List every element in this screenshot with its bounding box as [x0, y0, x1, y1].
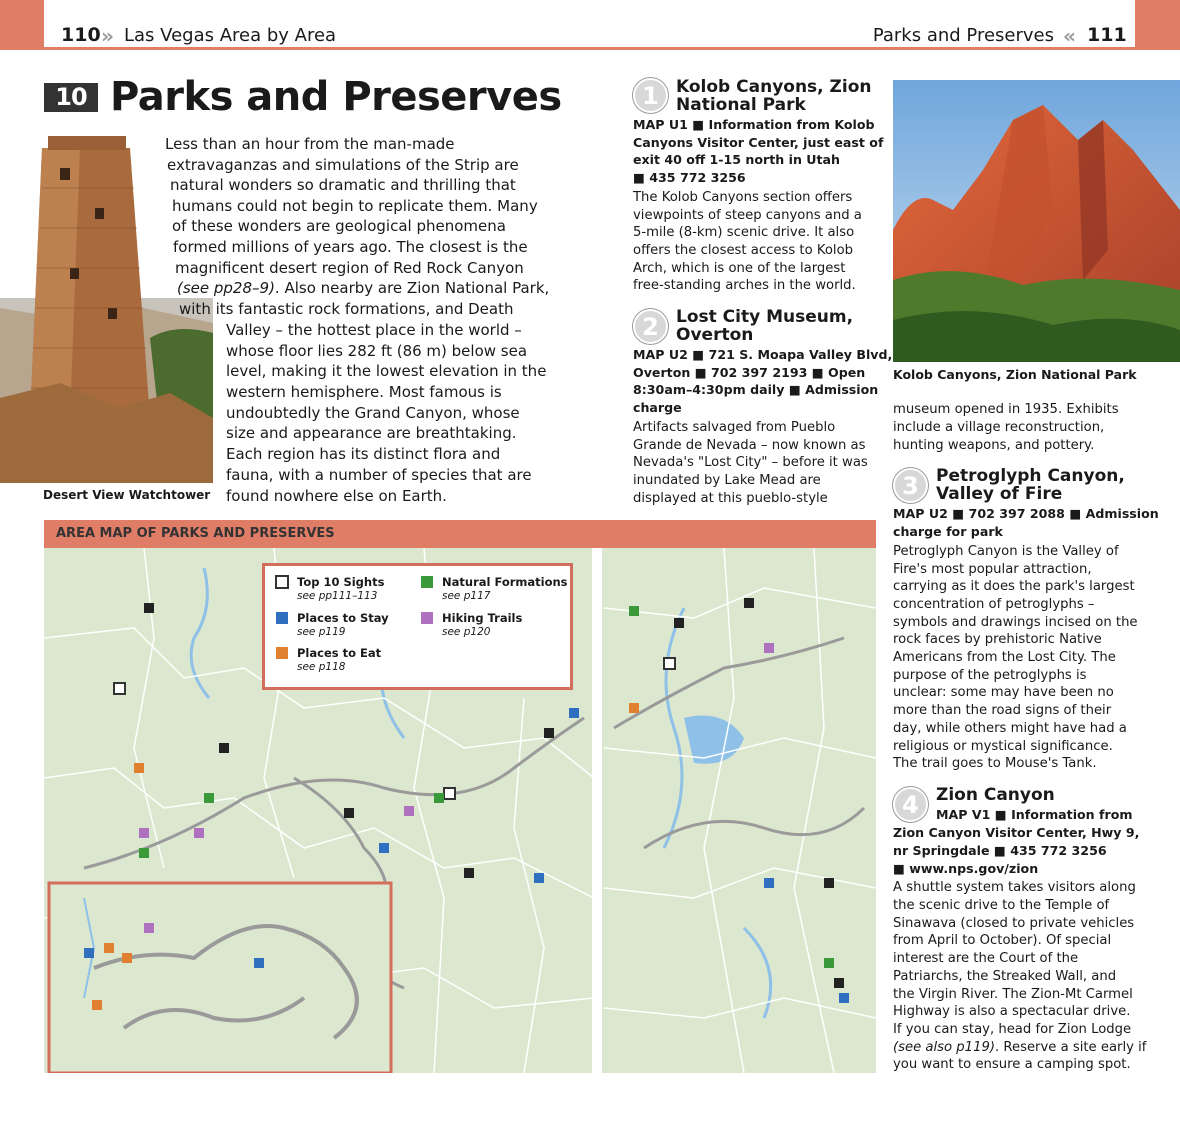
top-10-badge: 10 [44, 83, 98, 112]
kolob-canyons-photo [893, 80, 1180, 362]
legend-ref: see p117 [442, 590, 491, 602]
intro-line: western hemisphere. Most famous is [226, 383, 502, 401]
legend-ref: see p119 [297, 626, 346, 638]
sight-body-line: Nevada's "Lost City" – before it was [633, 455, 868, 470]
legend-ref: see p118 [297, 661, 346, 673]
legend-ref: see p120 [442, 626, 491, 638]
sight-body-line: If you can stay, head for Zion Lodge [893, 1022, 1132, 1037]
sight-body-line: A shuttle system takes visitors along [893, 880, 1136, 895]
photo-caption: Kolob Canyons, Zion National Park [893, 367, 1137, 382]
left-section-title: Las Vegas Area by Area [124, 25, 337, 46]
places-to-stay-icon [275, 611, 289, 625]
right-page-number: 111 [1087, 24, 1127, 46]
sight-body-line: the scenic drive to the Temple of [893, 898, 1110, 913]
map-heading: AREA MAP OF PARKS AND PRESERVES [56, 526, 335, 541]
sight-info-line: ■ 435 772 3256 [633, 170, 746, 185]
intro-line: formed millions of years ago. The closest is the [173, 238, 528, 256]
legend-label: Places to Eat [297, 646, 382, 660]
intro-line: natural wonders so dramatic and thrilling that [170, 176, 516, 194]
sight-body-line: rock faces by prehistoric Native [893, 632, 1102, 647]
sight-body-line: symbols and drawings incised on the [893, 615, 1138, 630]
sight-info-line: Zion Canyon Visitor Center, Hwy 9, [893, 825, 1140, 840]
intro-line: humans could not begin to replicate them. Many [172, 197, 538, 215]
sight-title: Zion Canyon [936, 785, 1055, 805]
sight-body-line: Artifacts salvaged from Pueblo [633, 420, 836, 435]
sight-body-line: include a village reconstruction, [893, 420, 1105, 435]
hiking-trails-icon [420, 611, 434, 625]
legend-item [297, 575, 384, 602]
intro-line: Valley – the hottest place in the world – [226, 321, 522, 339]
sight-body-line: more than the road signs of their [893, 703, 1112, 718]
sight-info-line: MAP U2 ■ 702 397 2088 ■ Admission [893, 506, 1159, 521]
sight-body-line: Sinawava (closed to private vehicles [893, 916, 1135, 931]
header-accent-left [0, 0, 44, 50]
sight-body-line: displayed at this pueblo-style [633, 491, 828, 506]
legend-ref: see pp111–113 [297, 590, 378, 602]
intro-line: undoubtedly the Grand Canyon, whose [226, 404, 520, 422]
intro-line: extravaganzas and simulations of the Strip are [167, 156, 519, 174]
sight-body-line: hunting weapons, and pottery. [893, 438, 1095, 453]
sight-title: Overton [676, 325, 754, 345]
sight-title: Kolob Canyons, Zion [676, 77, 872, 97]
sight-body-line: Arch, which is one of the largest [633, 261, 846, 276]
sight-title: Lost City Museum, [676, 307, 854, 327]
sight-body-line: the Virgin River. The Zion-Mt Carmel [893, 987, 1133, 1002]
sight-info-line: charge for park [893, 524, 1003, 539]
intro-line: magnificent desert region of Red Rock Canyon [175, 259, 524, 277]
legend-item [442, 611, 522, 638]
sight-body-line: viewpoints of steep canyons and a [633, 208, 862, 223]
watchtower-caption: Desert View Watchtower [43, 488, 211, 502]
sight-info-line: Canyons Visitor Center, just east of [633, 135, 884, 150]
sight-body-line: Grande de Nevada – now known as [633, 438, 866, 453]
sight-info-line: Overton ■ 702 397 2193 ■ Open [633, 365, 866, 380]
places-to-eat-icon [275, 646, 289, 660]
legend-label: Places to Stay [297, 611, 389, 625]
sight-body-line: Fire's most popular attraction, [893, 562, 1092, 577]
page-title: Parks and Preserves [110, 74, 562, 120]
sight-info-line: MAP U1 ■ Information from Kolob [633, 117, 875, 132]
sight-body-line: religious or mystical significance. [893, 739, 1113, 754]
sight-info-line: nr Springdale ■ 435 772 3256 [893, 843, 1107, 858]
right-section-title: Parks and Preserves [872, 25, 1054, 46]
sight-info-line: MAP U2 ■ 721 S. Moapa Valley Blvd, [633, 347, 893, 362]
legend-label: Hiking Trails [442, 611, 523, 625]
sight-title: National Park [676, 95, 806, 115]
sight-info-line: MAP V1 ■ Information from [936, 807, 1133, 822]
legend-item [297, 611, 389, 638]
sight-body-line: (see also p119). Reserve a site early if [893, 1040, 1147, 1055]
sight-body-line: Petroglyph Canyon is the Valley of [893, 544, 1119, 559]
sight-body-line: Highway is also a spectacular drive. [893, 1004, 1131, 1019]
sight-title: Petroglyph Canyon, [936, 466, 1125, 486]
sight-body-line: 5-mile (8-km) scenic drive. It also [633, 225, 855, 240]
intro-line: fauna, with a number of species that are [226, 466, 532, 484]
left-page-number: 110 [61, 24, 101, 46]
sight-body-line: carrying as it does the park's largest [893, 579, 1135, 594]
legend-label: Top 10 Sights [297, 575, 385, 589]
sight-number-badge: 2 [633, 309, 668, 344]
sight-body-line: free-standing arches in the world. [633, 278, 856, 293]
sight-body-line: concentration of petroglyphs – [893, 597, 1095, 612]
legend-item [442, 575, 568, 602]
intro-line: size and appearance are breathtaking. [226, 424, 517, 442]
double-chevron-left-icon: « [1063, 24, 1076, 48]
natural-formations-icon [420, 575, 434, 589]
sight-info-line: 8:30am–4:30pm daily ■ Admission [633, 382, 879, 397]
intro-line: with its fantastic rock formations, and Death [179, 300, 514, 318]
sight-info-line: charge [633, 400, 682, 415]
intro-line: of these wonders are geological phenomena [172, 217, 506, 235]
sight-body-line: unclear: some may have been no [893, 685, 1114, 700]
intro-line: Each region has its distinct flora and [226, 445, 501, 463]
sight-body-line: day, while others might have had a [893, 721, 1127, 736]
sight-body-line: interest are the Court of the [893, 951, 1079, 966]
sight-body-line: museum opened in 1935. Exhibits [893, 402, 1119, 417]
intro-line: whose floor lies 282 ft (86 m) below sea [226, 342, 528, 360]
legend-label: Natural Formations [442, 575, 568, 589]
legend-item [297, 646, 381, 673]
intro-line: (see pp28–9). Also nearby are Zion National Park, [177, 279, 550, 297]
sight-body-line: inundated by Lake Mead are [633, 473, 821, 488]
sight-body-line: you want to ensure a camping spot. [893, 1057, 1131, 1072]
map-heading-bar [44, 520, 876, 548]
double-chevron-right-icon: » [101, 24, 114, 48]
sight-body-line: The trail goes to Mouse's Tank. [893, 756, 1097, 771]
sight-body-line: purpose of the petroglyphs is [893, 668, 1087, 683]
intro-line: level, making it the lowest elevation in the [226, 362, 547, 380]
sight-number-badge: 3 [893, 468, 928, 503]
sight-body-line: Americans from the Lost City. The [893, 650, 1116, 665]
sight-info-line: ■ www.nps.gov/zion [893, 861, 1039, 876]
sight-number-badge: 4 [893, 787, 928, 822]
sight-body-line: offers the closest access to Kolob [633, 243, 854, 258]
sight-body-line: from April to October). Of special [893, 933, 1112, 948]
intro-line: found nowhere else on Earth. [226, 487, 447, 505]
sight-title: Valley of Fire [936, 484, 1063, 504]
sight-body-line: Patriarchs, the Streaked Wall, and [893, 969, 1117, 984]
sight-info-line: exit 40 off 1-15 north in Utah [633, 152, 841, 167]
top-10-sights-icon [275, 575, 289, 589]
intro-line: Less than an hour from the man-made [165, 135, 455, 153]
sight-number-badge: 1 [633, 78, 668, 113]
sight-body-line: The Kolob Canyons section offers [633, 190, 853, 205]
header-accent-right [1135, 0, 1180, 50]
